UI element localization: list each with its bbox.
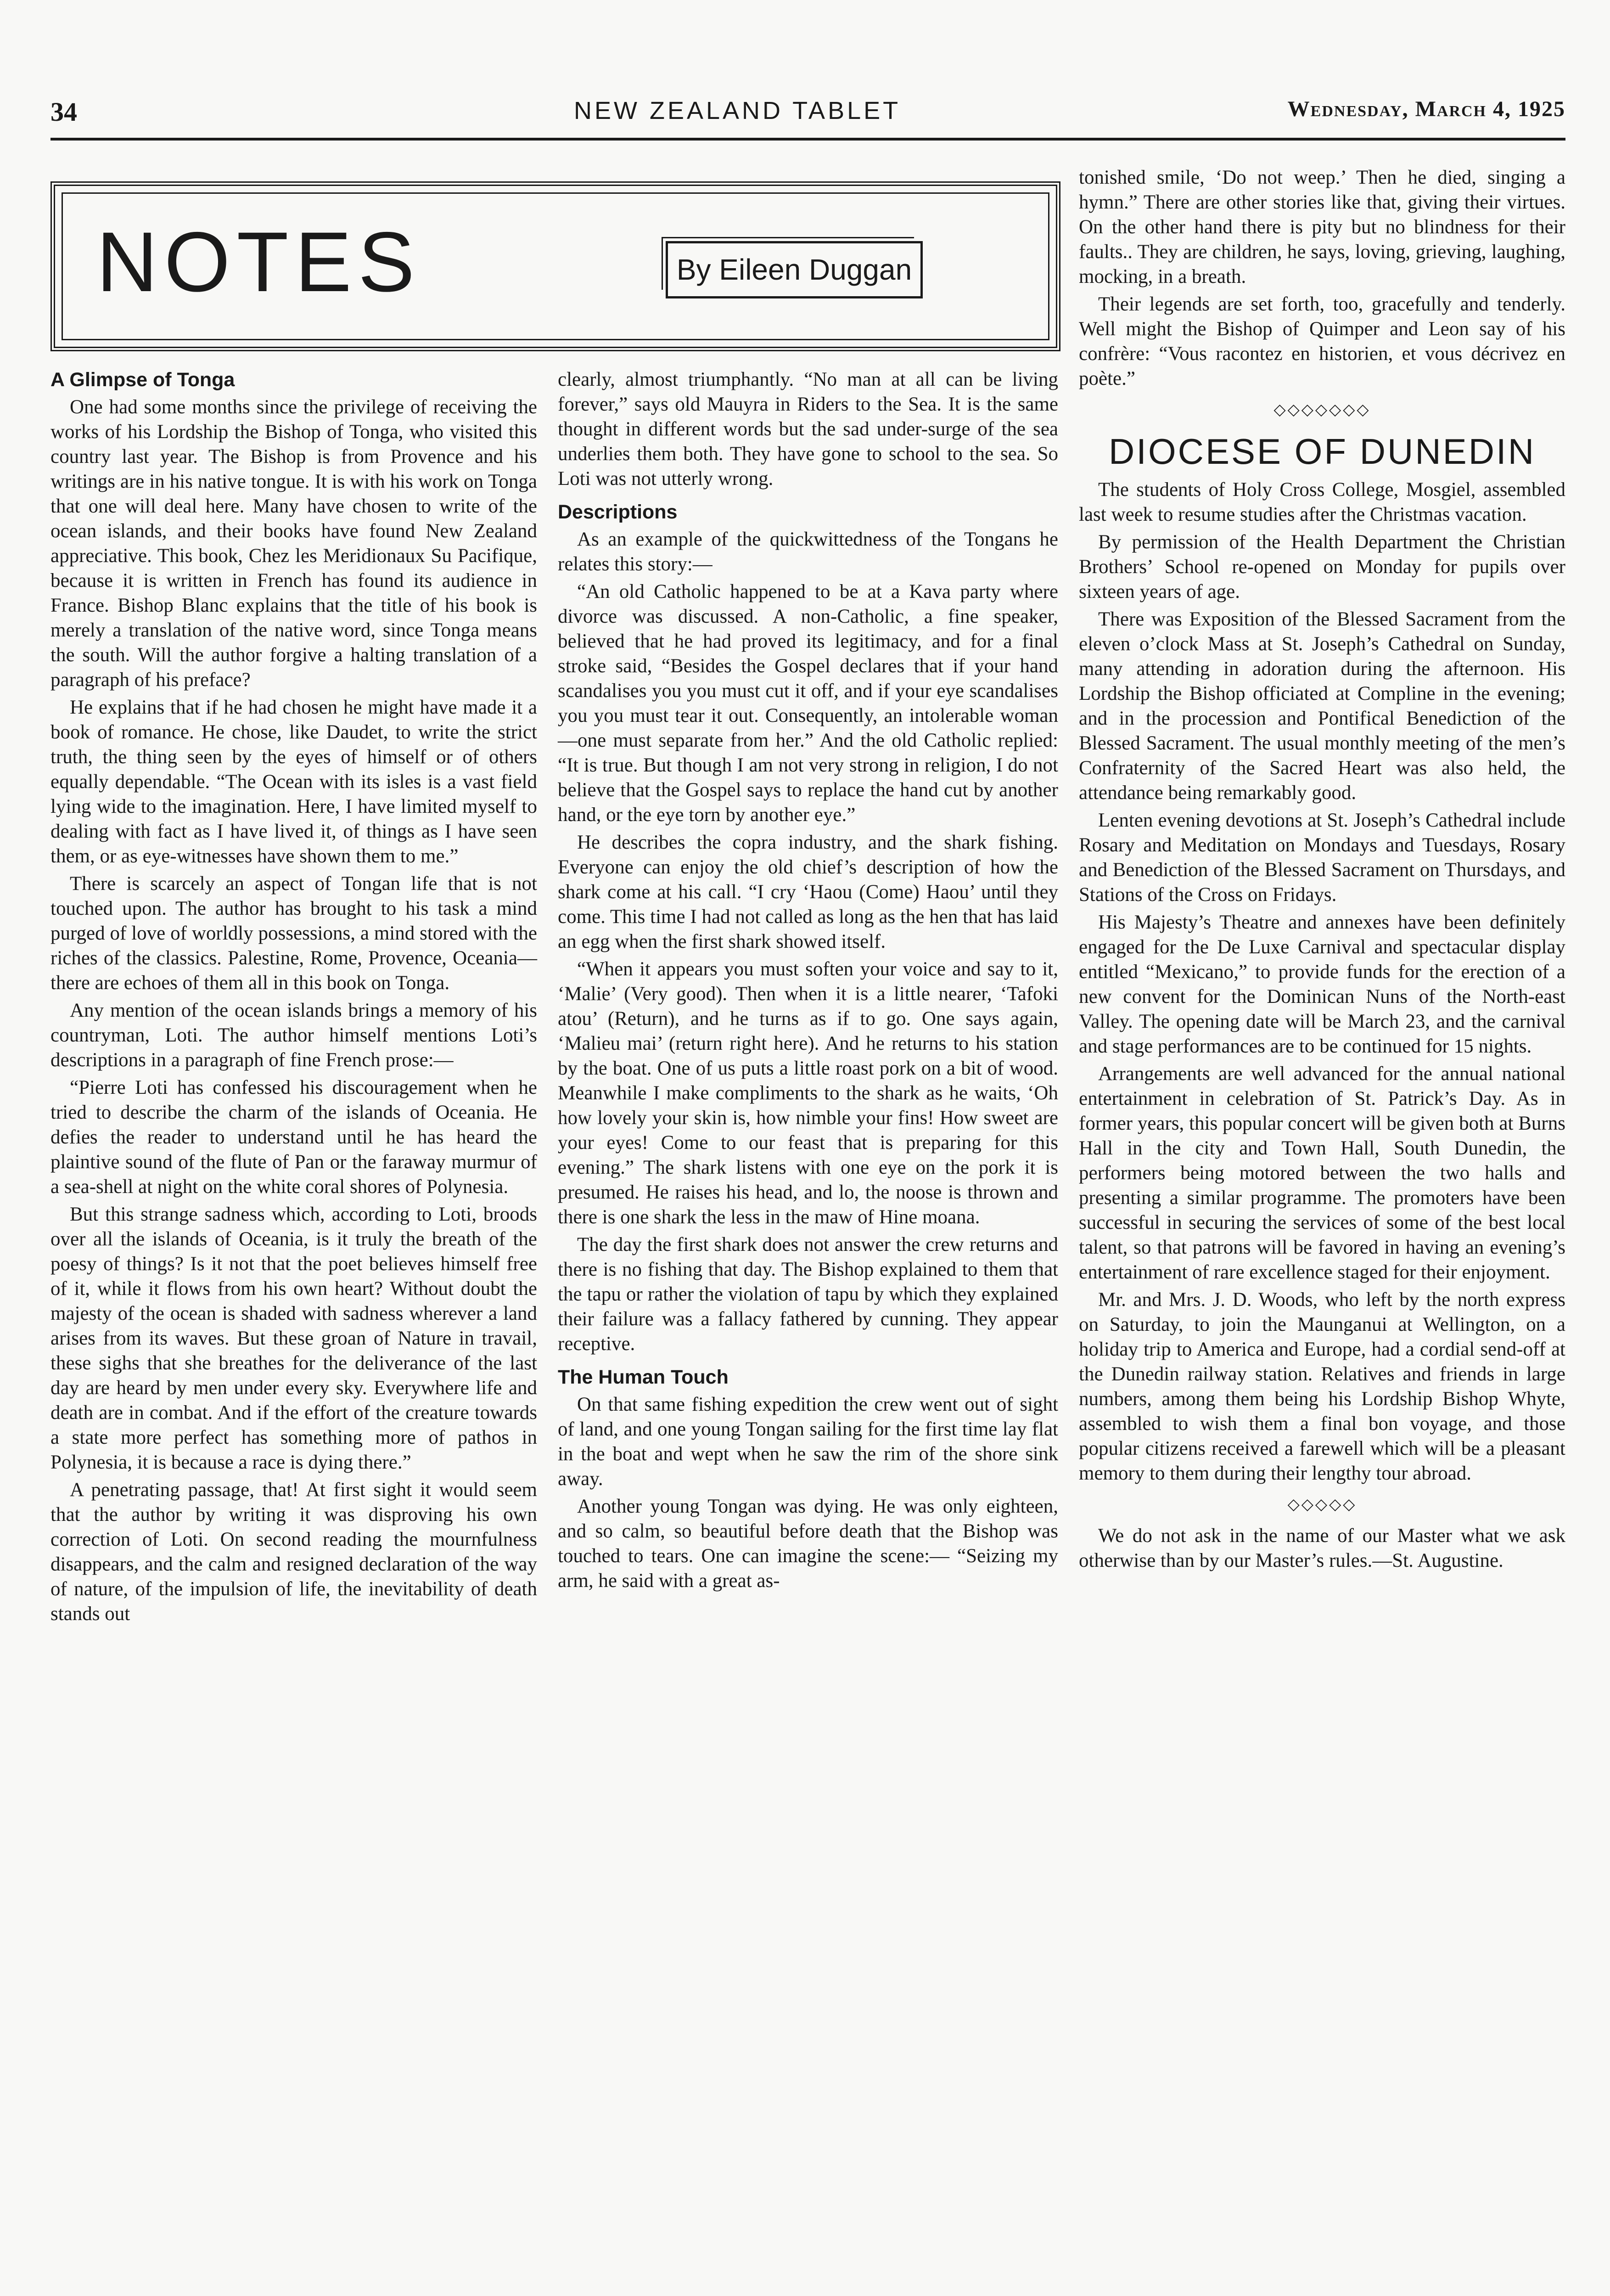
column-2 (558, 367, 1058, 1596)
paragraph: But this strange sadness which, according to Loti, broods over all the islands of Oceania, is it truly the breath of the poesy of things? Is it not that the poet believes himself free of it, while it flows from his own heart? Without doubt the majesty of the ocean is shaded with sadness wherever a land arises from its waves. But these groan of Nature in travail, these sighs that she breathes for the deliverance of the last day are heard by men under every sky. Everywhere life and death are in combat. And if the effort of the creature towards a state more perfect has something more of pathos in Polynesia, it is because a race is dying there.” (50, 1204, 537, 1473)
paragraph: He describes the copra industry, and the shark fishing. Everyone can enjoy the old chief’s description of how the shark come at his call. “I cry ‘Haou (Come) Haou’ until they come. This time I had not called as long as the hen that has laid an egg when the first shark showed itself. (558, 832, 1058, 952)
column-3 (1079, 165, 1565, 1576)
paragraph: “Pierre Loti has confessed his discouragement when he tried to describe the charm of the islands of Oceania. He defies the reader to understand until he has heard the plaintive sound of the flute of Pan or the faraway murmur of a sea-shell at night on the white coral shores of Polynesia. (50, 1077, 537, 1198)
page-number: 34 (50, 97, 77, 127)
paragraph: Any mention of the ocean islands brings a memory of his countryman, Loti. The author himself mentions Loti’s descriptions in a paragraph of fine French prose:— (50, 1000, 537, 1071)
paragraph: On that same fishing expedition the crew went out of sight of land, and one young Tongan sailing for the first time lay flat in the boat and wept when he saw the rim of the shore sink away. (558, 1394, 1058, 1490)
issue-date: Wednesday, March 4, 1925 (1287, 97, 1565, 121)
paragraph: Their legends are set forth, too, gracefully and tenderly. Well might the Bishop of Quimper and Leon say of his confrère: “Vous racontez en historien, et vous décrivez en poète.” (1079, 293, 1565, 389)
paragraph: “An old Catholic happened to be at a Kava party where divorce was discussed. A non-Catholic, a fine speaker, believed that he had proved its legitimacy, and for a final stroke said, “Besides the Gospel declares that if your hand scandalises you you must cut it off, and if your eye scandalises you you must tear it out. Consequently, an intolerable woman—one must separate from her.” And the old Catholic replied: “It is true. But though I am not very strong in religion, I do not believe that the Gospel says to replace the hand cut by another hand, or the eye torn by another eye.” (558, 581, 1058, 826)
paragraph: There was Exposition of the Blessed Sacrament from the eleven o’clock Mass at St. Joseph’s Cathedral on Sunday, many attending in adoration during the afternoon. His Lordship the Bishop officiated at Compline in the evening; and in the procession and Pontifical Benediction of the Blessed Sacrament. The usual monthly meeting of the men’s Confraternity of the Sacred Heart was also held, the attendance being remarkably good. (1079, 608, 1565, 804)
paragraph: Lenten evening devotions at St. Joseph’s Cathedral include Rosary and Meditation on Mondays and Tuesdays, Rosary and Benediction of the Blessed Sacrament on Thursdays, and Stations of the Cross on Fridays. (1079, 810, 1565, 906)
paragraph: As an example of the quickwittedness of the Tongans he relates this story:— (558, 529, 1058, 575)
paragraph: clearly, almost triumphantly. “No man at all can be living forever,” says old Mauyra in Riders to the Sea. It is the same thought in different words but the sad under-surge of the sea underlies them both. They have gone to school to the sea. So Loti was not utterly wrong. (558, 369, 1058, 490)
paragraph: tonished smile, ‘Do not weep.’ Then he died, singing a hymn.” There are other stories like that, giving their virtues. On the other hand there is pity but no blindness for their faults.. They are children, he says, loving, grieving, laughing, mocking, in a breath. (1079, 167, 1565, 287)
paragraph: “When it appears you must soften your voice and say to it, ‘Malie’ (Very good). Then when it is a little nearer, ‘Tafoki atou’ (Return), and he turns as if to go. One says again, ‘Malieu mai’ (return right here). And he returns to his station by the boat. One of us puts a little roast pork on a bit of wood. Meanwhile I make compliments to the shark as he waits, ‘Oh how lovely your skin is, how nimble your fins! How sweet are your eyes! Come to our feast that is preparing for this evening.” The shark listens with one eye on the pork it is presumed. He raises his head, and lo, the noose is thrown and there is one shark the less in the maw of Hine moana. (558, 958, 1058, 1228)
closing-quote: We do not ask in the name of our Master what we ask otherwise than by our Master’s rules.—St. Augustine. (1079, 1525, 1565, 1571)
notes-title: NOTES (96, 215, 421, 310)
heading-diocese-of-dunedin: DIOCESE OF DUNEDIN (1108, 431, 1536, 472)
paragraph: There is scarcely an aspect of Tongan life that is not touched upon. The author has brought to his task a mind purged of love of worldly possessions, a mind stored with the riches of the classics. Palestine, Rome, Provence, Oceania—there are echoes of them all in this book on Tonga. (50, 873, 537, 994)
page-header (50, 96, 1565, 133)
heading-human-touch: The Human Touch (558, 1366, 729, 1388)
paragraph: His Majesty’s Theatre and annexes have been definitely engaged for the De Luxe Carnival and spectacular display entitled “Mexicano,” to provide funds for the erection of a new convent for the Dominican Nuns of the North-east Valley. The opening date will be March 23, and the carnival and stage performances are to be continued for 15 nights. (1079, 912, 1565, 1057)
heading-glimpse-of-tonga: A Glimpse of Tonga (50, 369, 235, 391)
paragraph: Arrangements are well advanced for the annual national entertainment in celebration of St. Patrick’s Day. As in former years, this popular concert will be given both at Burns Hall in the city and Town Hall, South Dunedin, the performers being motored between the two halls and presenting a similar programme. The promoters have been successful in securing the services of some of the best local talent, so that patrons will be favored in having an evening’s entertainment of rare excellence staged for their enjoyment. (1079, 1063, 1565, 1283)
header-rule (50, 138, 1565, 141)
ornament-divider: ◇◇◇◇◇◇◇ (1273, 401, 1371, 418)
paragraph: By permission of the Health Department the Christian Brothers’ School re-opened on Monday for pupils over sixteen years of age. (1079, 531, 1565, 602)
paragraph: He explains that if he had chosen he might have made it a book of romance. He chose, like Daudet, to write the strict truth, the thing seen by the eyes of himself or of others equally dependable. “The Ocean with its isles is a vast field lying wide to the imagination. Here, I have limited myself to dealing with fact as I have lived it, of things as I have seen them, or as eye-witnesses have shown them to me.” (50, 697, 537, 867)
byline: By Eileen Duggan (666, 241, 923, 298)
paragraph: A penetrating passage, that! At first sight it would seem that the author by writing it was disproving his own correction of Loti. On second reading the mournfulness disappears, and the calm and resigned declaration of the way of nature, of the impulsion of life, the inevitability of death stands out (50, 1479, 537, 1625)
heading-descriptions: Descriptions (558, 501, 678, 523)
paragraph: The students of Holy Cross College, Mosgiel, assembled last week to resume studies after the Christmas vacation. (1079, 479, 1565, 525)
paragraph: The day the first shark does not answer the crew returns and there is no fishing that day. The Bishop explained to them that the tapu or rather the violation of tapu by which they explained their failure was a fallacy fathered by cunning. They appear receptive. (558, 1234, 1058, 1355)
paragraph: Mr. and Mrs. J. D. Woods, who left by the north express on Saturday, to join the Maunganui at Wellington, on a holiday trip to America and Europe, had a cordial send-off at the Dunedin railway station. Relatives and friends in large numbers, among them being his Lordship Bishop Whyte, assembled to wish them a final bon voyage, and those popular citizens received a farewell which will be a pleasant memory to them during their lengthy tour abroad. (1079, 1289, 1565, 1484)
notes-masthead (50, 181, 1060, 351)
ornament-divider: ◇◇◇◇◇ (1287, 1496, 1357, 1513)
column-1 (50, 367, 537, 1629)
paragraph: One had some months since the privilege of receiving the works of his Lordship the Bishop of Tonga, who visited this country last year. The Bishop is from Provence and his writings are in his native tongue. It is with his work on Tonga that one will deal here. Many have chosen to write of the ocean islands, and their books have found New Zealand appreciative. This book, Chez les Meridionaux Su Pacifique, because it is written in French has found its audience in France. Bishop Blanc explains that the title of his book is merely a translation of the native word, since Tonga means the south. Will the author forgive a halting translation of a paragraph of his preface? (50, 396, 537, 691)
paragraph: Another young Tongan was dying. He was only eighteen, and so calm, so beautiful before death that the Bishop was touched to tears. One can imagine the scene:— “Seizing my arm, he said with a great as- (558, 1496, 1058, 1592)
publication-name: NEW ZEALAND TABLET (574, 97, 901, 124)
